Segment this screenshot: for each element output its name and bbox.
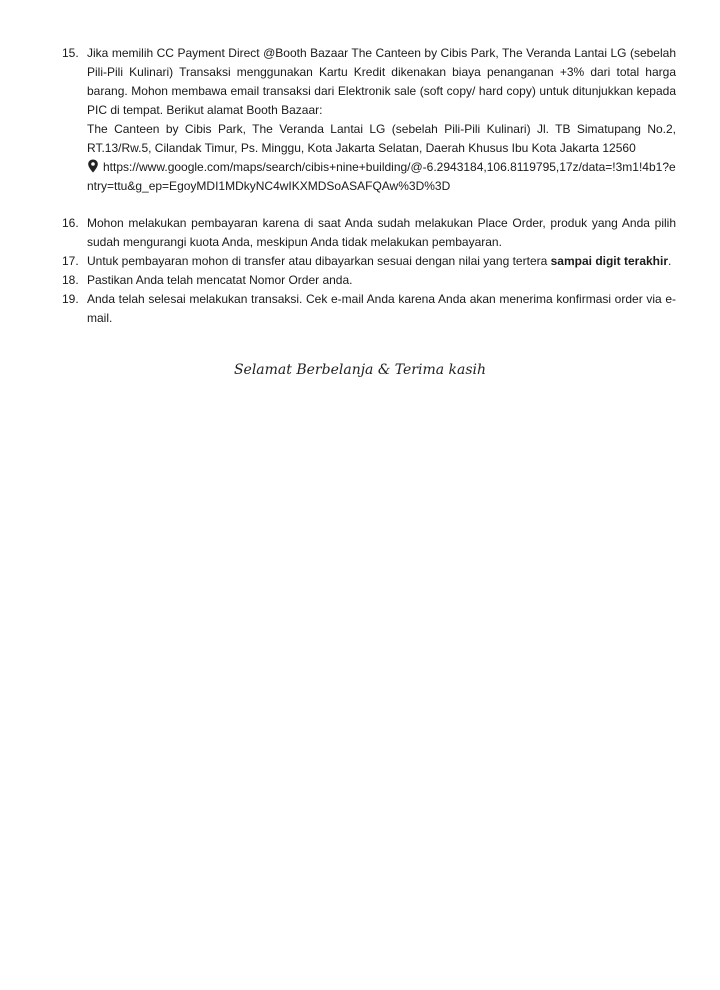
list-item-18 [62,271,676,290]
booth-address: The Canteen by Cibis Park, The Veranda Lantai LG (sebelah Pili-Pili Kulinari) Jl. TB Simatupang No.2, RT.13/Rw.5, Cilandak Timur, Ps. Minggu, Kota Jakarta Selatan, Daerah Khusus Ibu Kota Jakarta 12560 [87,122,676,155]
item-text-after: . [668,254,672,268]
item-text: Jika memilih CC Payment Direct @Booth Bazaar The Canteen by Cibis Park, The Veranda Lantai LG (sebelah Pili-Pili Kulinari) Transaksi menggunakan Kartu Kredit dikenakan biaya penanganan +3% dari total harga barang. Mohon membawa email transaksi dari Elektronik sale (soft copy/ hard copy) untuk ditunjukkan kepada PIC di tempat. Berikut alamat Booth Bazaar: [87,46,676,117]
item-number: 19. [62,292,79,306]
list-item-16 [62,214,676,252]
item-text: Mohon melakukan pembayaran karena di saat Anda sudah melakukan Place Order, produk yang Anda pilih sudah mengurangi kuota Anda, meskipun Anda tidak melakukan pembayaran. [87,216,676,249]
map-link-line [87,158,676,196]
item-number: 16. [62,216,79,230]
map-pin-icon [87,159,99,173]
google-maps-link[interactable]: https://www.google.com/maps/search/cibis+nine+building/@-6.2943184,106.8119795,17z/data=!3m1!4b1?entry=ttu&g_ep=EgoyMDI1MDkyNC4wIKXMDSoASAFQAw%3D%3D [87,160,676,193]
item-text-before: Untuk pembayaran mohon di transfer atau dibayarkan sesuai dengan nilai yang tertera [87,254,551,268]
list-item-15 [62,44,676,196]
item-text: Pastikan Anda telah mencatat Nomor Order anda. [87,273,353,287]
item-text-bold: sampai digit terakhir [550,254,668,268]
item-number: 15. [62,46,79,60]
closing-message: Selamat Berbelanja & Terima kasih [233,362,487,378]
instruction-list [62,44,676,328]
list-item-19 [62,290,676,328]
item-number: 18. [62,273,79,287]
list-item-17 [62,252,676,271]
item-text: Anda telah selesai melakukan transaksi. Cek e-mail Anda karena Anda akan menerima konfirmasi order via e-mail. [87,292,676,325]
item-text [87,252,676,271]
item-number: 17. [62,254,79,268]
